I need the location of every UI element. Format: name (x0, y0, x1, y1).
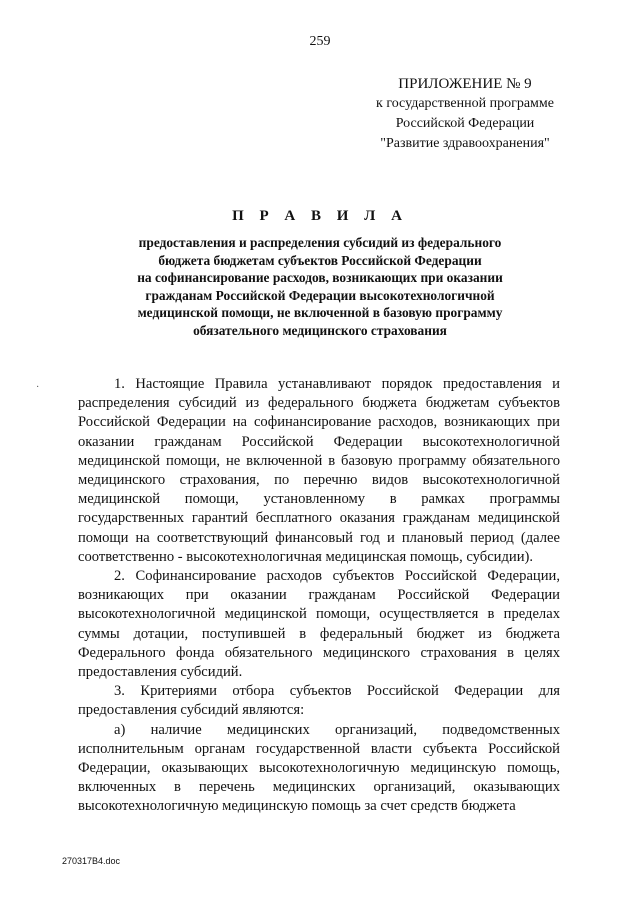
appendix-line: "Развитие здравоохранения" (380, 136, 550, 151)
subtitle-line: обязательного медицинского страхования (193, 322, 447, 338)
subtitle-line: гражданам Российской Федерации высокотехнологичной (145, 287, 495, 303)
paragraph-1: 1. Настоящие Правила устанавливают порядок предоставления и распределения субсидий из федерального бюджета бюджетам субъектов Российской Федерации на софинансирование расходов, возникающих при оказании гражданам Российской Федерации высокотехнологичной медицинской помощи, не включенной в базовую программу обязательного медицинского страхования, по перечню видов высокотехнологичной медицинской помощи, установленному в рамках программы государственных гарантий бесплатного оказания гражданам медицинской помощи на соответствующий финансовый год и плановый период (далее соответственно - высокотехнологичная медицинская помощь, субсидии). (78, 376, 560, 565)
appendix-title: ПРИЛОЖЕНИЕ № 9 (398, 76, 532, 92)
scan-mark: · (36, 382, 40, 393)
subtitle-line: предоставления и распределения субсидий из федерального (138, 235, 502, 250)
appendix-line: Российской Федерации (395, 116, 535, 131)
paragraph-3a: а) наличие медицинских организаций, подведомственных исполнительным органам государственной власти субъекта Российской Федерации, оказывающих высокотехнологичную медицинскую помощь, включенных в перечень медицинских организаций, оказывающих высокотехнологичную медицинскую помощь за счет средств бюджета (78, 721, 560, 815)
subtitle-line: бюджета бюджетам субъектов Российской Федерации (158, 252, 482, 268)
appendix-line: к государственной программе (376, 96, 554, 111)
appendix-header (350, 74, 580, 154)
rules-title: П Р А В И Л А (232, 208, 408, 224)
subtitle-line: на софинансирование расходов, возникающих при оказании (137, 270, 503, 285)
document-body (78, 375, 560, 817)
page-number: 259 (309, 34, 331, 49)
paragraph-2: 2. Софинансирование расходов субъектов Российской Федерации, возникающих при оказании гражданам Российской Федерации высокотехнологичной медицинской помощи, осуществляется в пределах суммы дотации, поступившей в федеральный бюджет из бюджета Федерального фонда обязательного медицинского страхования в целях предоставления субсидий. (78, 568, 560, 681)
subtitle-line: медицинской помощи, не включенной в базовую программу (137, 305, 503, 320)
rules-subtitle (90, 234, 550, 339)
file-name-footer: 270317B4.doc (62, 856, 121, 866)
paragraph-3: 3. Критериями отбора субъектов Российской Федерации для предоставления субсидий являются: (78, 683, 560, 719)
